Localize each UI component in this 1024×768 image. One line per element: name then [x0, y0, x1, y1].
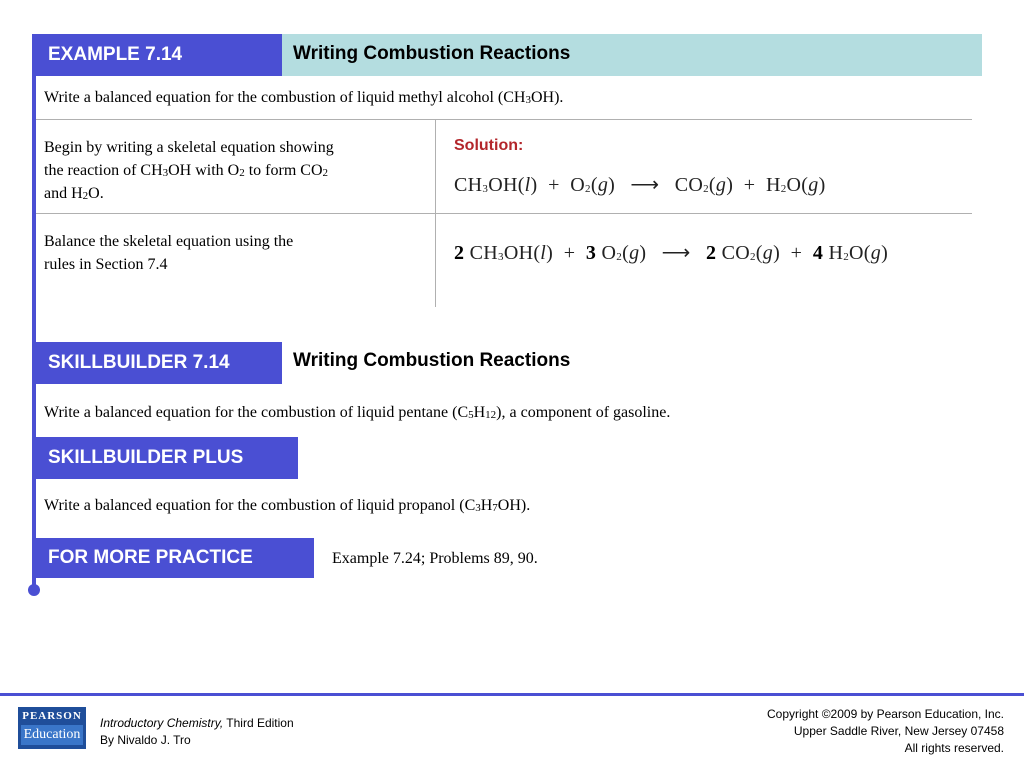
skillbuilder-badge: SKILLBUILDER 7.14	[36, 342, 282, 384]
skillbuilder-title: Writing Combustion Reactions	[293, 350, 571, 371]
skeletal-equation: $CH_3OH(l) + O_2(g)$ ⟶ $CO_2(g) + H_2O(g)$	[454, 174, 826, 196]
reaction-arrow: ⟶	[630, 174, 660, 196]
example-title: Writing Combustion Reactions	[293, 43, 571, 64]
footer-divider	[0, 693, 1024, 696]
left-accent-line	[32, 34, 36, 590]
skillbuilder-text: Write a balanced equation for the combustion of liquid pentane $(C_5H_{12})$, a component of gasoline.	[44, 404, 671, 421]
divider-middle	[36, 213, 972, 214]
more-practice-badge: FOR MORE PRACTICE	[36, 538, 314, 578]
step1-text: Begin by writing a skeletal equation showing the reaction of $CH_3OH$ with $O_2$ to form $CO_2$ and $H_2O$.	[44, 139, 334, 202]
divider-top	[36, 119, 972, 120]
reaction-arrow: ⟶	[661, 242, 691, 264]
balanced-equation: 2 $CH_3OH(l) + 3$ $O_2(g)$ ⟶ 2 $CO_2(g) + 4$ $H_2O(g)$	[454, 242, 889, 264]
solution-label: Solution:	[454, 137, 524, 154]
column-separator	[435, 119, 436, 307]
step2-text: Balance the skeletal equation using the rules in Section 7.4	[44, 233, 294, 273]
left-accent-dot	[28, 584, 40, 596]
skillbuilder-plus-text: Write a balanced equation for the combustion of liquid propanol $(C_3H_7OH)$.	[44, 497, 531, 514]
footer-copyright: Copyright ©2009 by Pearson Education, Inc. Upper Saddle River, New Jersey 07458 All rights reserved.	[767, 707, 1004, 755]
more-practice-text: Example 7.24; Problems 89, 90.	[332, 550, 538, 567]
example-badge: EXAMPLE 7.14	[36, 34, 282, 76]
pearson-logo: PEARSON Education	[18, 707, 86, 749]
example-problem: Write a balanced equation for the combustion of liquid methyl alcohol $(CH_3OH)$.	[44, 89, 564, 106]
skillbuilder-plus-badge: SKILLBUILDER PLUS	[36, 437, 298, 479]
footer-book-info: Introductory Chemistry, Third Edition By Nivaldo J. Tro	[100, 716, 294, 747]
